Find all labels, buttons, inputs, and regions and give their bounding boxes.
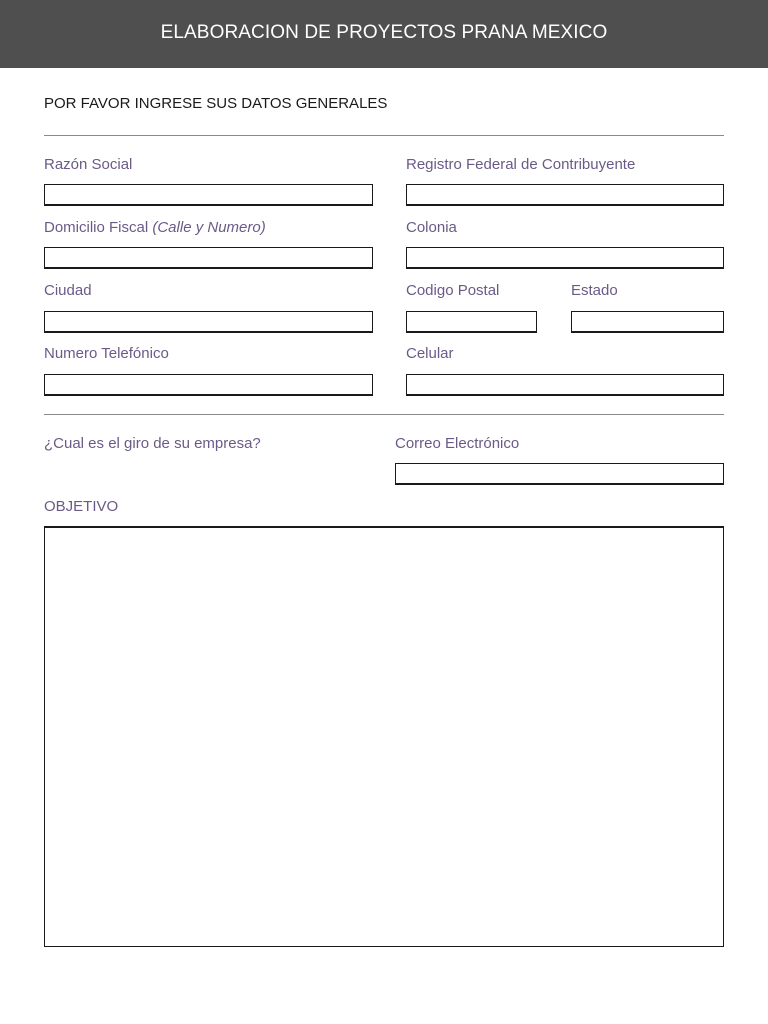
estado-label: Estado: [571, 282, 618, 299]
section-heading: POR FAVOR INGRESE SUS DATOS GENERALES: [44, 95, 388, 112]
objetivo-textarea[interactable]: [44, 526, 724, 947]
razon-social-input[interactable]: [44, 184, 373, 206]
rfc-label: Registro Federal de Contribuyente: [406, 156, 636, 173]
domicilio-input[interactable]: [44, 247, 373, 269]
domicilio-label-text: Domicilio Fiscal: [44, 219, 149, 236]
celular-input[interactable]: [406, 374, 724, 396]
codigo-postal-label: Codigo Postal: [406, 282, 500, 299]
giro-label: ¿Cual es el giro de su empresa?: [44, 435, 261, 452]
estado-input[interactable]: [571, 311, 724, 333]
razon-social-label: Razón Social: [44, 156, 133, 173]
colonia-label: Colonia: [406, 219, 457, 236]
middle-divider: [44, 414, 724, 415]
domicilio-label: [44, 219, 266, 236]
correo-input[interactable]: [395, 463, 724, 485]
rfc-input[interactable]: [406, 184, 724, 206]
objetivo-label: OBJETIVO: [44, 498, 119, 515]
colonia-input[interactable]: [406, 247, 724, 269]
top-divider: [44, 135, 724, 136]
celular-label: Celular: [406, 345, 454, 362]
correo-label: Correo Electrónico: [395, 435, 520, 452]
ciudad-input[interactable]: [44, 311, 373, 333]
codigo-postal-input[interactable]: [406, 311, 537, 333]
ciudad-label: Ciudad: [44, 282, 92, 299]
page-title: ELABORACION DE PROYECTOS PRANA MEXICO: [160, 22, 608, 43]
telefono-label: Numero Telefónico: [44, 345, 169, 362]
domicilio-hint: (Calle y Numero): [152, 219, 266, 236]
telefono-input[interactable]: [44, 374, 373, 396]
